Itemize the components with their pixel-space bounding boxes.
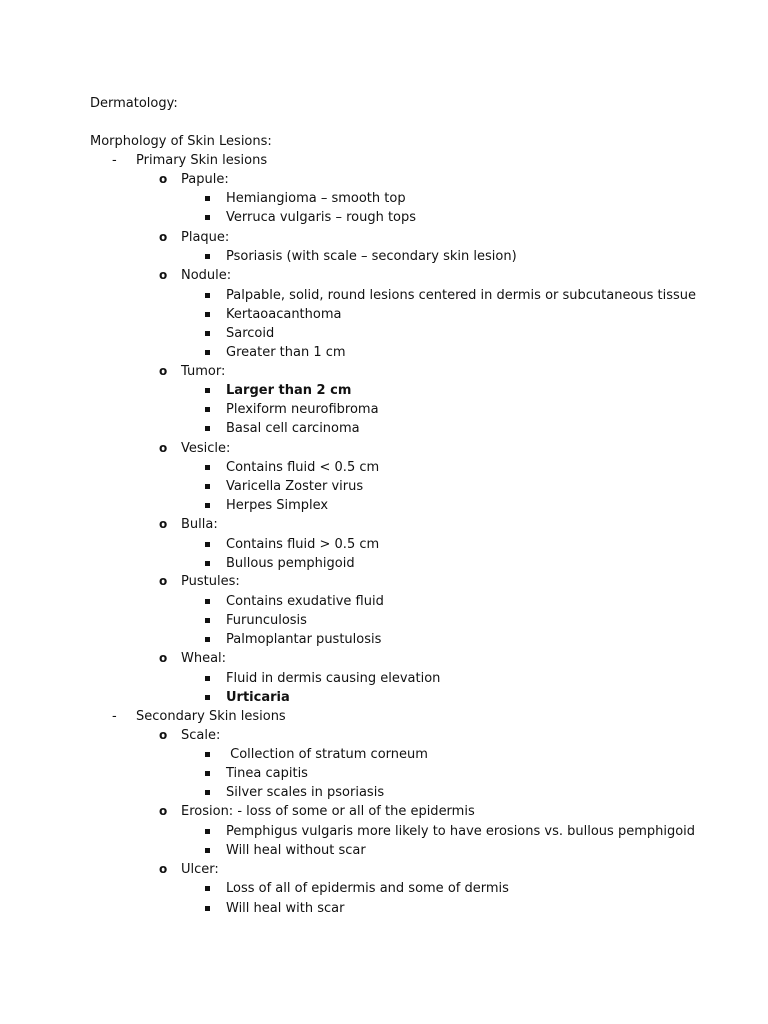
square-bullet-icon bbox=[205, 196, 210, 201]
square-bullet-icon bbox=[205, 599, 210, 604]
circle-bullet: o bbox=[159, 574, 168, 588]
circle-bullet: o bbox=[159, 172, 168, 186]
list-item-text: Plexiform neurofibroma bbox=[226, 402, 379, 417]
list-item-label: Wheal: bbox=[181, 651, 227, 666]
circle-bullet: o bbox=[159, 268, 168, 282]
square-bullet-icon bbox=[205, 676, 210, 681]
square-bullet-icon bbox=[205, 906, 210, 911]
list-item-label: Bulla: bbox=[181, 517, 218, 532]
list-item-text: Will heal without scar bbox=[226, 843, 366, 858]
square-bullet-icon bbox=[205, 542, 210, 547]
square-bullet-icon bbox=[205, 790, 210, 795]
list-item-text: Loss of all of epidermis and some of dermis bbox=[226, 881, 509, 896]
list-item-text: Palmoplantar pustulosis bbox=[226, 632, 382, 647]
square-bullet-icon bbox=[205, 561, 210, 566]
list-item-label: Primary Skin lesions bbox=[136, 153, 268, 168]
list-item-label: Scale: bbox=[181, 728, 221, 743]
square-bullet-icon bbox=[205, 829, 210, 834]
square-bullet-icon bbox=[205, 407, 210, 412]
list-item-label: Vesicle: bbox=[181, 441, 231, 456]
section-heading: Morphology of Skin Lesions: bbox=[90, 134, 272, 149]
circle-bullet: o bbox=[159, 517, 168, 531]
list-item-label: Tumor: bbox=[181, 364, 226, 379]
square-bullet-icon bbox=[205, 388, 210, 393]
circle-bullet: o bbox=[159, 728, 168, 742]
circle-bullet: o bbox=[159, 651, 168, 665]
list-item-text: Hemiangioma – smooth top bbox=[226, 191, 406, 206]
dash-bullet: - bbox=[112, 153, 117, 168]
list-item-label: Pustules: bbox=[181, 574, 240, 589]
circle-bullet: o bbox=[159, 230, 168, 244]
square-bullet-icon bbox=[205, 886, 210, 891]
list-item-text: Palpable, solid, round lesions centered in dermis or subcutaneous tissue bbox=[226, 288, 697, 303]
square-bullet-icon bbox=[205, 426, 210, 431]
square-bullet-icon bbox=[205, 312, 210, 317]
list-item-label: Plaque: bbox=[181, 230, 230, 245]
square-bullet-icon bbox=[205, 637, 210, 642]
square-bullet-icon bbox=[205, 848, 210, 853]
list-item-text: Contains exudative fluid bbox=[226, 594, 384, 609]
square-bullet-icon bbox=[205, 752, 210, 757]
list-item-text: Sarcoid bbox=[226, 326, 275, 341]
square-bullet-icon bbox=[205, 503, 210, 508]
square-bullet-icon bbox=[205, 293, 210, 298]
list-item-text: Furunculosis bbox=[226, 613, 307, 628]
square-bullet-icon bbox=[205, 695, 210, 700]
list-item-text: Contains fluid > 0.5 cm bbox=[226, 537, 380, 552]
square-bullet-icon bbox=[205, 618, 210, 623]
circle-bullet: o bbox=[159, 804, 168, 818]
square-bullet-icon bbox=[205, 215, 210, 220]
list-item-text: Psoriasis (with scale – secondary skin lesion) bbox=[226, 249, 517, 264]
list-item-text: Larger than 2 cm bbox=[226, 383, 352, 398]
list-item-text: Greater than 1 cm bbox=[226, 345, 346, 360]
list-item-text: Varicella Zoster virus bbox=[226, 479, 364, 494]
list-item-text: Kertaoacanthoma bbox=[226, 307, 342, 322]
list-item-label: Secondary Skin lesions bbox=[136, 709, 286, 724]
list-item-text: Verruca vulgaris – rough tops bbox=[226, 210, 417, 225]
list-item-text: Collection of stratum corneum bbox=[226, 747, 428, 762]
list-item-text: Contains fluid < 0.5 cm bbox=[226, 460, 380, 475]
circle-bullet: o bbox=[159, 364, 168, 378]
square-bullet-icon bbox=[205, 350, 210, 355]
list-item-text: Will heal with scar bbox=[226, 901, 345, 916]
circle-bullet: o bbox=[159, 862, 168, 876]
list-item-label: Erosion: - loss of some or all of the epidermis bbox=[181, 804, 475, 819]
dash-bullet: - bbox=[112, 709, 117, 724]
square-bullet-icon bbox=[205, 771, 210, 776]
list-item-label: Papule: bbox=[181, 172, 229, 187]
list-item-text: Herpes Simplex bbox=[226, 498, 329, 513]
list-item-text: Urticaria bbox=[226, 690, 290, 705]
square-bullet-icon bbox=[205, 484, 210, 489]
list-item-text: Basal cell carcinoma bbox=[226, 421, 360, 436]
circle-bullet: o bbox=[159, 441, 168, 455]
list-item-label: Nodule: bbox=[181, 268, 232, 283]
list-item-label: Ulcer: bbox=[181, 862, 219, 877]
square-bullet-icon bbox=[205, 254, 210, 259]
square-bullet-icon bbox=[205, 465, 210, 470]
list-item-text: Bullous pemphigoid bbox=[226, 556, 355, 571]
document-title: Dermatology: bbox=[90, 96, 178, 111]
square-bullet-icon bbox=[205, 331, 210, 336]
list-item-text: Pemphigus vulgaris more likely to have erosions vs. bullous pemphigoid bbox=[226, 824, 696, 839]
list-item-text: Silver scales in psoriasis bbox=[226, 785, 385, 800]
list-item-text: Tinea capitis bbox=[226, 766, 308, 781]
list-item-text: Fluid in dermis causing elevation bbox=[226, 671, 441, 686]
